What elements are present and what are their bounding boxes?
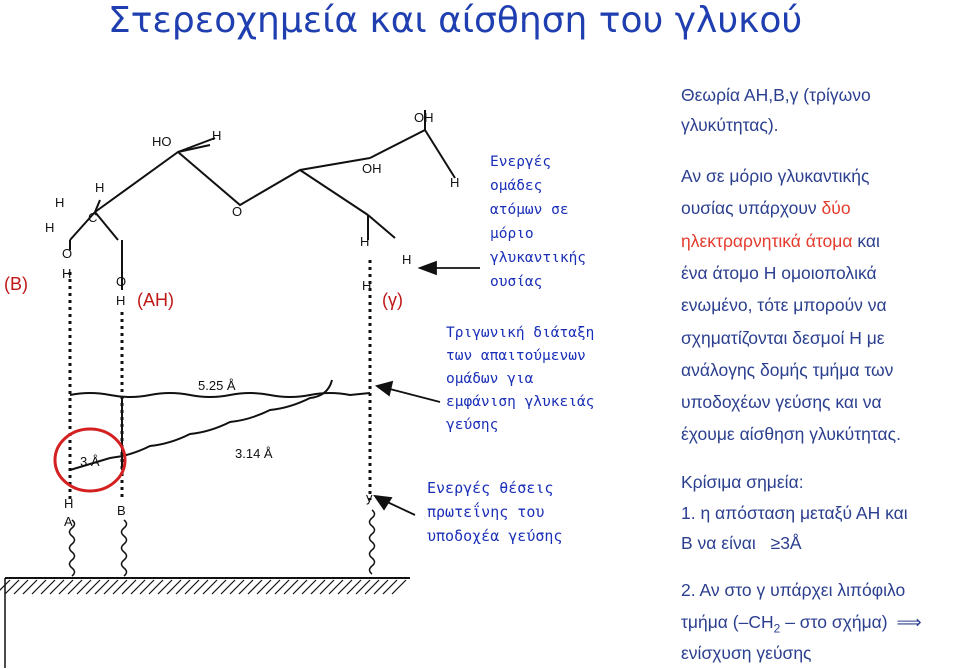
molecule-backbone [70, 110, 455, 290]
explanation-text: ανάλογης δομής τμήμα των [681, 359, 894, 380]
distance-314: 3.14 Å [235, 446, 273, 461]
atom-b-site: B [117, 503, 126, 518]
annotation-active-sites: Ενεργές θέσεις πρωτεΐνης του υποδοχέα γεύσης [427, 479, 563, 545]
explanation-highlight: ηλεκτραρνητικά άτομα [681, 230, 853, 251]
atom-ho: HO [152, 134, 172, 149]
atom-h-left4: H [62, 266, 72, 281]
atom-h-top: H [212, 128, 222, 143]
atom-c: C [88, 210, 98, 225]
explanation-line [681, 257, 877, 289]
point-2-subscript: 2 [773, 621, 781, 636]
explanation-highlight: δύο [821, 198, 851, 219]
label-ah: (AH) [137, 290, 174, 310]
explanation-line [681, 225, 880, 257]
explanation-text: έχουμε αίσθηση γλυκύτητας. [681, 424, 901, 445]
point-1-line-2 [681, 527, 802, 559]
explanation-line [681, 354, 893, 386]
explanation-line [681, 289, 887, 321]
point-2-text: τμήμα (–CH [681, 612, 774, 632]
greater-equal-symbol: ≥ [770, 533, 781, 553]
atom-a: A [64, 514, 73, 529]
atom-h-mid2: H [402, 252, 412, 267]
atom-h-left3: H [45, 220, 55, 235]
explanation-line [681, 322, 885, 354]
explanation-text: Αν σε μόριο γλυκαντικής [681, 166, 870, 186]
atom-h-a: H [64, 496, 74, 511]
atom-y: y [366, 490, 373, 505]
theory-line-1: Θεωρία ΑΗ,Β,γ (τρίγωνο [681, 85, 871, 105]
atom-labels [45, 110, 459, 529]
atom-h-mid1: H [360, 234, 370, 249]
atom-o-left: O [62, 246, 73, 261]
distance-525: 5.25 Å [198, 378, 236, 393]
explanation-line [681, 418, 901, 450]
distance-3: 3 Å [80, 454, 100, 469]
atom-h-mid3: H [362, 278, 372, 293]
point-2-text-post: – στο σχήμα) [780, 612, 888, 632]
explanation-text: σχηματίζονται δεσμοί Η με [681, 327, 885, 348]
point-1-line-1: 1. η απόσταση μεταξύ ΑΗ και [681, 503, 908, 523]
annotation-active-groups: Ενεργές ομάδες ατόμων σε μόριο γλυκαντικής ουσίας [490, 154, 587, 290]
atom-h-left2: H [55, 195, 65, 210]
receptor-wavy-bonds [70, 510, 375, 576]
point-1-text: Β να είναι [681, 533, 756, 553]
critical-points-heading: Κρίσιμα σημεία: [681, 472, 804, 492]
explanation-line [681, 192, 851, 224]
label-gamma: (γ) [382, 290, 403, 310]
atom-oh-mid: OH [362, 161, 382, 176]
explanation-text: και [852, 230, 880, 251]
explanation-line [681, 160, 869, 192]
atom-h-left1: H [95, 180, 105, 195]
atom-o-ring: O [232, 204, 243, 219]
slide-title: Στερεοχημεία και αίσθηση του γλυκού [108, 0, 803, 41]
atom-h-right1: H [450, 175, 460, 190]
explanation-text: υποδοχέων γεύσης και να [681, 392, 882, 413]
implies-arrow-icon: ⟹ [896, 612, 922, 632]
atom-oh-top: OH [414, 110, 434, 125]
explanation-text: ενωμένο, τότε μπορούν να [681, 295, 887, 316]
annotation-triangular-arrangement: Τριγωνική διάταξη των απαιτούμενων ομάδων για εμφάνιση γλυκειάς γεύσης [446, 325, 595, 433]
point-2-line-1: 2. Αν στο γ υπάρχει λιπόφιλο [681, 580, 906, 600]
atom-o-b: O [116, 274, 127, 289]
explanation-text: ένα άτομο Η ομοιοπολικά [681, 262, 877, 283]
point-1-value: 3Å [780, 533, 802, 553]
explanation-line [681, 386, 882, 418]
sweetness-triangle [70, 380, 370, 470]
atom-h-b: H [116, 293, 126, 308]
theory-line-2: γλυκύτητας). [681, 115, 779, 135]
explanation-text: ουσίας υπάρχουν [681, 198, 822, 219]
receptor-surface [0, 578, 410, 668]
label-b: (B) [4, 274, 28, 294]
point-2-line-3: ενίσχυση γεύσης [681, 643, 812, 663]
